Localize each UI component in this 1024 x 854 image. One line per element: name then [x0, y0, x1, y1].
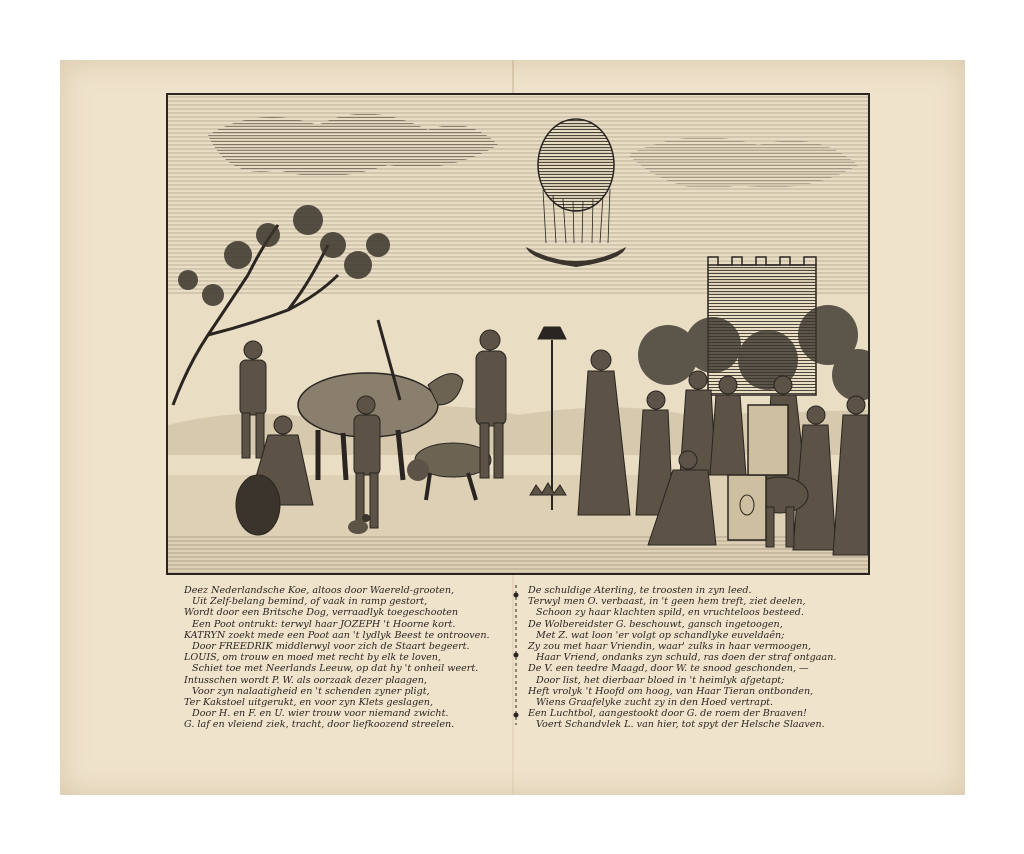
verse-line: Ter Kakstoel uitgerukt, en voor zyn Klets geslagen,	[184, 697, 434, 709]
verse-line: De Wolbereidster G. beschouwt, gansch ingetoogen,	[528, 618, 783, 630]
verse-line: Een Poot ontrukt: terwyl haar JOZEPH 't Hoorne kort.	[192, 618, 456, 630]
verse-line: Met Z. wat loon 'er volgt op schandlyke euveldaên;	[536, 629, 785, 641]
verse-line: Wordt door een Britsche Dog, verraadlyk toegeschooten	[184, 607, 459, 619]
verse-line: Voert Schandvlek L. van hier, tot spyt der Helsche Slaaven.	[536, 719, 825, 731]
verse-line: Schoon zy haar klachten spild, en vruchteloos besteed.	[536, 607, 804, 619]
verse-line: Door H. en F. en U. wier trouw voor niemand zwicht.	[192, 708, 449, 720]
verse-line: Door FREEDRIK middlerwyl voor zich de Staart begeert.	[192, 641, 470, 653]
verse-line: G. laf en vleiend ziek, tracht, door liefkoozend streelen.	[184, 719, 455, 731]
verse-line: LOUIS, om trouw en moed met recht by elk te loven,	[184, 652, 442, 664]
verse-line: Schiet toe met Neerlands Leeuw, op dat hy 't onheil weert.	[192, 663, 479, 675]
verse-line: Heft vrolyk 't Hoofd om hoog, van Haar Tieran ontbonden,	[528, 685, 814, 697]
verse-line: Door list, het dierbaar bloed in 't heimlyk afgetapt;	[536, 674, 785, 686]
verse-line: Deez Nederlandsche Koe, altoos door Waereld-grooten,	[184, 585, 455, 596]
vertical-ornament	[510, 585, 522, 725]
verse-line: Haar Vriend, ondanks zyn schuld, ras doen der straf ontgaan.	[536, 652, 837, 664]
verse-line: De schuldige Aterling, te troosten in zyn leed.	[528, 585, 752, 596]
verse-line: Intusschen wordt P. W. als oorzaak dezer plaagen,	[184, 674, 427, 686]
engraving-plate	[166, 93, 870, 575]
verse-line: Zy zou met haar Vriendin, waar' zulks in haar vermoogen,	[528, 641, 811, 653]
verse-line: Uit Zelf-belang bemind, of vaak in ramp gestort,	[192, 596, 428, 608]
verse-line: De V. een teedre Maagd, door W. te snood geschonden, —	[528, 663, 809, 675]
verse-line: Een Luchtbol, aangestookt door G. de roem der Braaven!	[528, 708, 807, 720]
verse-line: Wiens Graafelyke zucht zy in den Hoed vertrapt.	[536, 697, 773, 709]
verse-line: Voor zyn nalaatigheid en 't schenden zyner pligt,	[192, 685, 430, 697]
verse-right-column	[528, 585, 858, 731]
verse-line: KATRYN zoekt mede een Poot aan 't lydlyk Beest te ontrooven.	[184, 629, 490, 641]
engraving-illustration	[168, 95, 868, 573]
verse-line: Terwyl men O. verbaast, in 't geen hem treft, ziet deelen,	[528, 596, 806, 608]
verse-left-column	[184, 585, 509, 731]
